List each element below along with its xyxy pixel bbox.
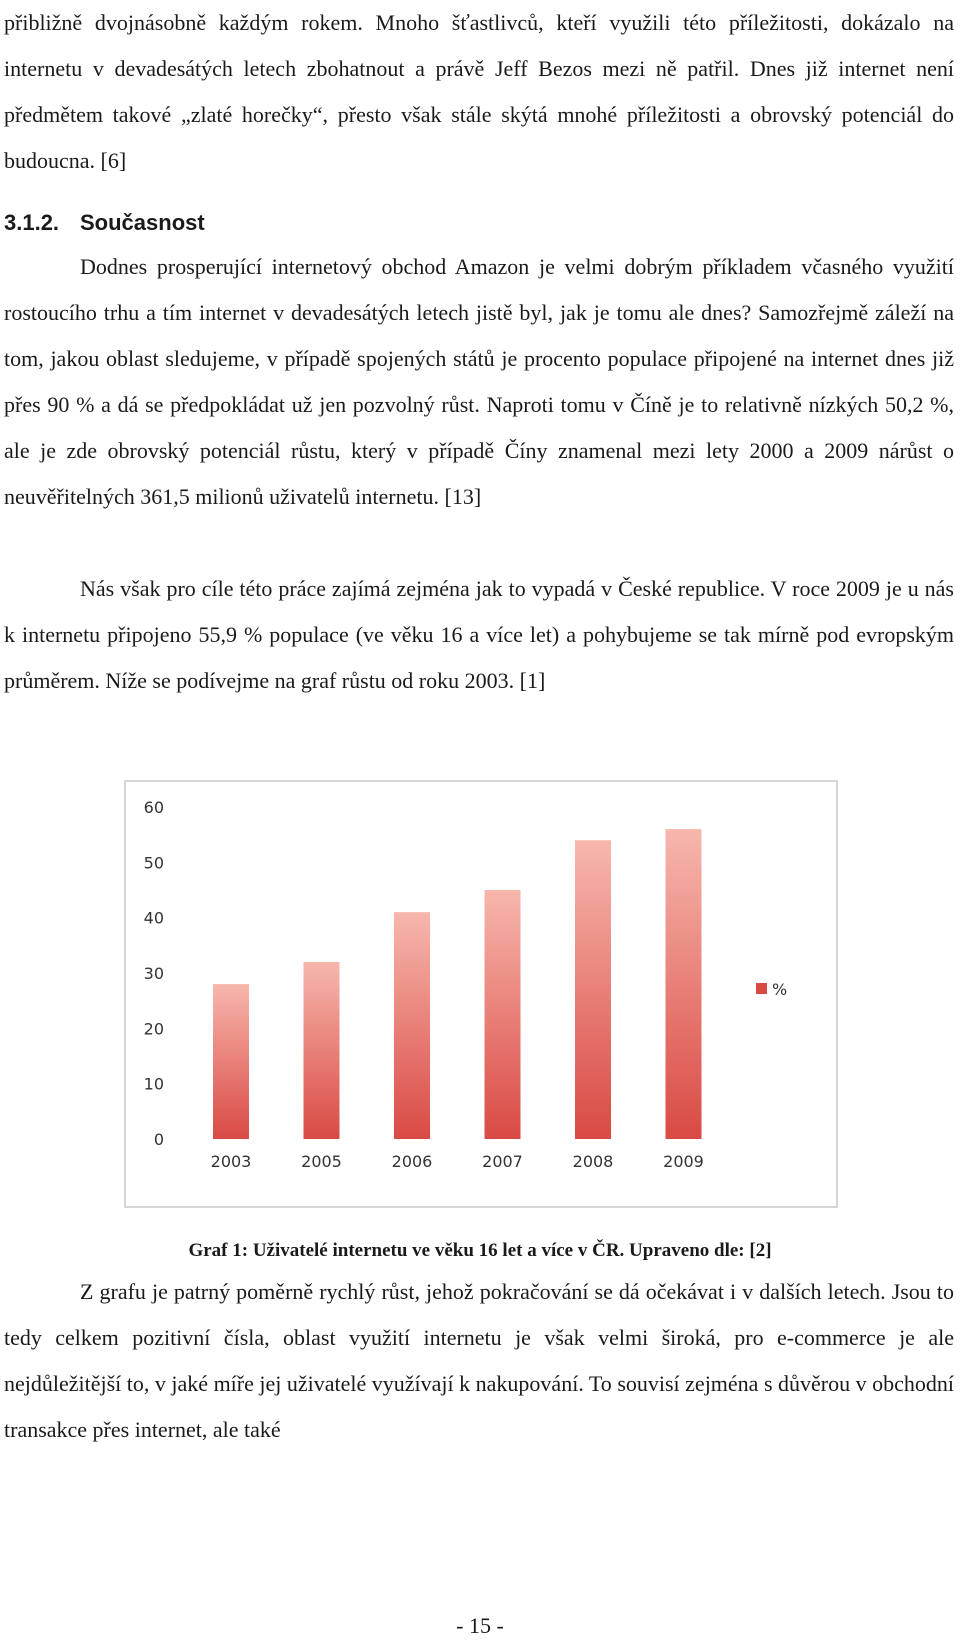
bar-chart xyxy=(124,780,838,1208)
y-tick-label: 60 xyxy=(143,798,164,817)
page-number: - 15 - xyxy=(456,1613,504,1638)
figure-caption: Graf 1: Uživatelé internetu ve věku 16 let a více v ČR. Upraveno dle: [2] xyxy=(188,1240,772,1261)
x-tick-label: 2008 xyxy=(572,1152,614,1171)
y-tick-label: 50 xyxy=(143,853,164,873)
x-tick-label: 2007 xyxy=(482,1152,523,1171)
bar-2009 xyxy=(666,829,702,1139)
legend-swatch xyxy=(756,983,767,994)
bar-chart-svg xyxy=(126,782,836,1206)
bar-2008 xyxy=(575,840,611,1139)
section-heading xyxy=(4,200,205,246)
x-tick-label: 2005 xyxy=(301,1152,342,1171)
bar-2005 xyxy=(304,962,340,1139)
y-tick-label: 30 xyxy=(143,964,164,983)
x-tick-label: 2009 xyxy=(663,1152,704,1171)
bar-2003 xyxy=(213,984,249,1139)
x-tick-label: 2006 xyxy=(391,1152,433,1171)
y-tick-label: 0 xyxy=(153,1130,164,1149)
intro-paragraph: přibližně dvojnásobně každým rokem. Mnoho šťastlivců, kteří využili této příležitosti, dokázalo na internetu v devadesátých letech zbohatnout a právě Jeff Bezos mezi ně patřil. Dnes již internet není předmětem takové „zlaté horečky“, přesto však stále skýtá mnohé příležitosti a obrovský potenciál do budoucna. [6] xyxy=(4,10,954,173)
bar-2007 xyxy=(485,890,521,1139)
y-tick-label: 20 xyxy=(143,1019,164,1039)
paragraph-current-state: Dodnes prosperující internetový obchod Amazon je velmi dobrým příkladem včasného využití rostoucího trhu a tím internet v devadesátých letech jistě byl, jak je tomu ale dnes? Samozřejmě záleží na tom, jakou oblast sledujeme, v případě spojených států je procento populace připojené na internet dnes již přes 90 % a dá se předpokládat už jen pozvolný růst. Naproti tomu v Číně je to relativně nízkých 50,2 %, ale je zde obrovský potenciál růstu, který v případě Číny znamenal mezi lety 2000 a 2009 nárůst o neuvěřitelných 361,5 milionů uživatelů internetu. [13] xyxy=(4,254,954,509)
paragraph-czech-republic: Nás však pro cíle této práce zajímá zejména jak to vypadá v České republice. V roce 2009 je u nás k internetu připojeno 55,9 % populace (ve věku 16 a více let) a pohybujeme se tak mírně pod evropským průměrem. Níže se podívejme na graf růstu od roku 2003. [1] xyxy=(4,576,954,693)
section-title: Současnost xyxy=(80,210,205,235)
x-tick-label: 2003 xyxy=(210,1152,252,1171)
bar-2006 xyxy=(394,912,430,1139)
section-number: 3.1.2. xyxy=(4,210,60,235)
y-tick-label: 10 xyxy=(143,1074,164,1094)
y-tick-label: 40 xyxy=(143,908,164,928)
legend-label: % xyxy=(772,980,788,999)
paragraph-chart-commentary: Z grafu je patrný poměrně rychlý růst, jehož pokračování se dá očekávat i v dalších letech. Jsou to tedy celkem pozitivní čísla, oblast využití internetu je však velmi široká, pro e-commerce je ale nejdůležitější to, v jaké míře jej uživatelé využívají k nakupování. To souvisí zejména s důvěrou v obchodní transakce přes internet, ale také xyxy=(4,1279,954,1442)
